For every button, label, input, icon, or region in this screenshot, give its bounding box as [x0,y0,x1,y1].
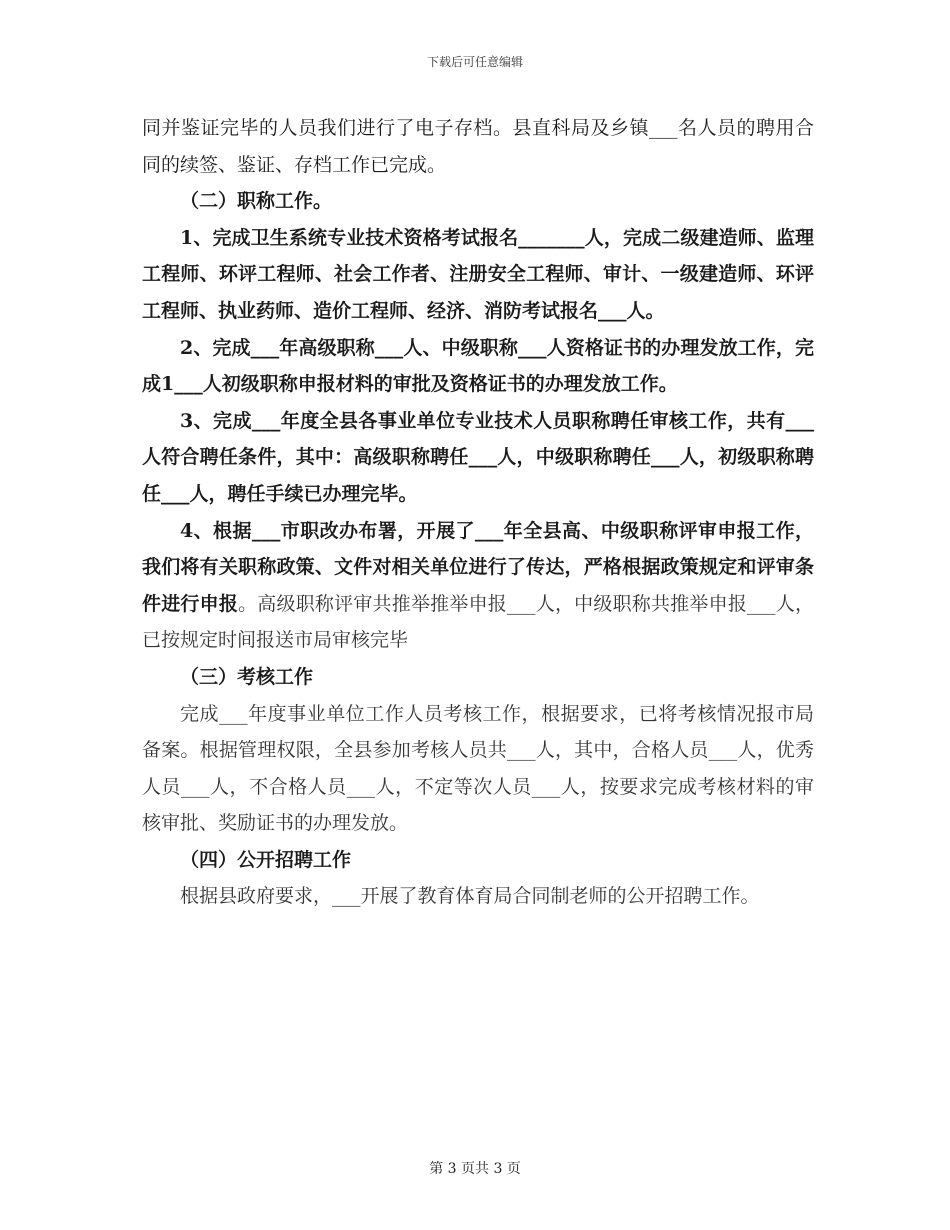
paragraph-assessment: 完成___年度事业单位工作人员考核工作，根据要求，已将考核情况报市局备案。根据管理权限，全县参加考核人员共___人，其中，合格人员___人，优秀人员___人，不合格人员___人，不定等次人员___人，按要求完成考核材料的审核审批、奖励证书的办理发放。 [142,702,814,835]
page-footer: 第 3 页共 3 页 [429,1161,521,1177]
paragraph-archive: 同并鉴证完毕的人员我们进行了电子存档。县直科局及乡镇___名人员的聘用合同的续签、鉴证、存档工作已完成。 [142,117,814,176]
section-heading-recruitment: （四）公开招聘工作 [180,848,352,871]
section-heading-titles: （二）职称工作。 [180,190,333,213]
paragraph-item-2: 2、完成___年高级职称___人、中级职称___人资格证书的办理发放工作，完成1___人初级职称申报材料的审批及资格证书的办理发放工作。 [142,336,814,396]
paragraph-item-3: 3、完成___年度全县各事业单位专业技术人员职称聘任审核工作，共有___人符合聘任条件，其中：高级职称聘任___人，中级职称聘任___人，初级职称聘任___人，聘任手续已办理完毕。 [142,409,814,505]
paragraph-item-1: 1、完成卫生系统专业技术资格考试报名_______人，完成二级建造师、监理工程师、环评工程师、社会工作者、注册安全工程师、审计、一级建造师、环评工程师、执业药师、造价工程师、经济、消防考试报名___人。 [142,226,814,322]
page-header: 下载后可任意编辑 [426,55,523,69]
section-heading-assessment: （三）考核工作 [180,665,314,688]
document-body [142,110,814,915]
paragraph-recruitment: 根据县政府要求，___开展了教育体育局合同制老师的公开招聘工作。 [180,885,760,908]
paragraph-item-4 [142,513,814,659]
paragraph-item-4-bold: 4、根据___市职改办布署，开展了___年全县高、中级职称评审申报工作，我们将有关职称政策、文件对相关单位进行了传达，严格根据政策规定和评审条件进行申报 [142,519,814,615]
paragraph-item-4-normal: 。高级职称评审共推举推举申报___人，中级职称共推举申报___人，已按规定时间报送市局审核完毕 [142,592,814,652]
